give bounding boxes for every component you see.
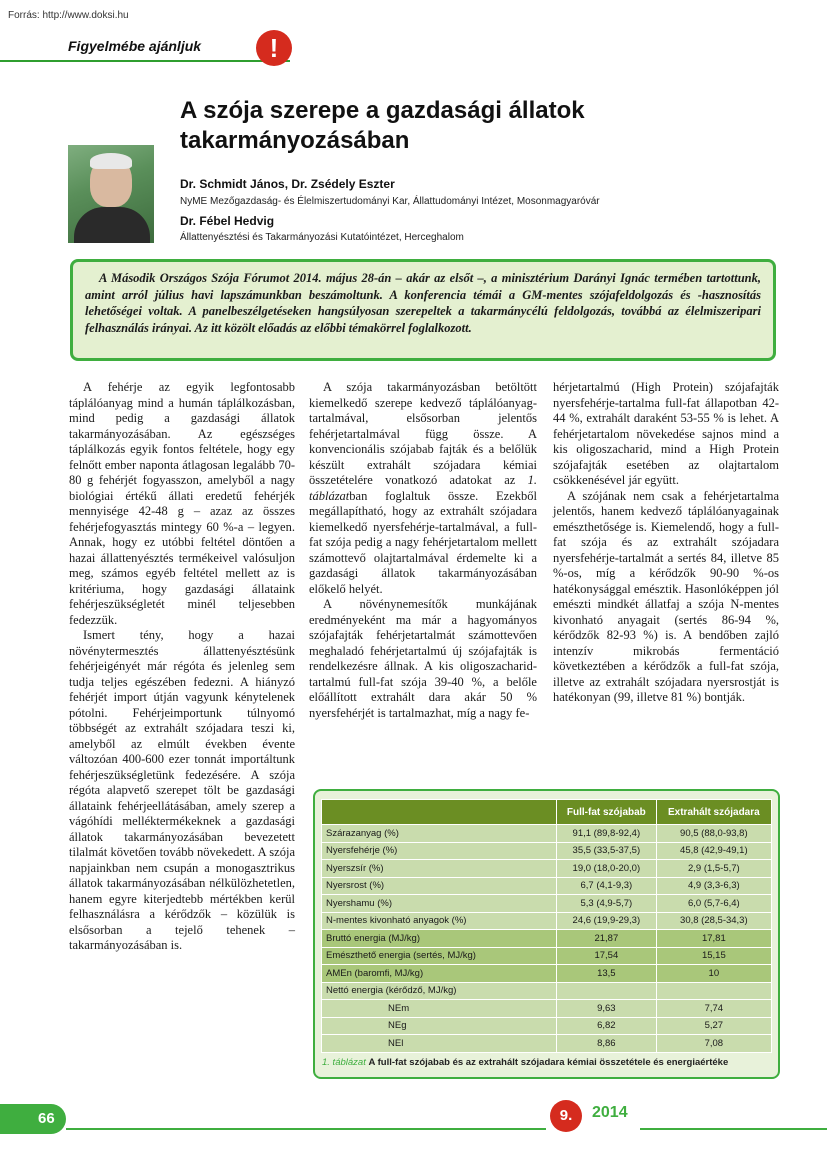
table-reference: 1. táblázat xyxy=(309,473,537,503)
author-photo xyxy=(68,145,154,243)
table-row xyxy=(322,1000,772,1018)
table-row xyxy=(322,860,772,878)
table-cell-fullfat: 21,87 xyxy=(557,930,657,948)
table-cell-extracted: 15,15 xyxy=(656,947,771,965)
table-cell-label: Nettó energia (kérődző, MJ/kg) xyxy=(322,982,557,1000)
table-cell-extracted: 2,9 (1,5-5,7) xyxy=(656,860,771,878)
lead-box xyxy=(70,259,776,361)
lead-text: ot 2014. május 28-án – akár az elsőt –, a minisztérium Darányi Ignác termében tartottunk, amint arról július havi lapszámunkban beszámoltunk. A konferencia témái a GM-mentes szójafeldolgozás és -hasznosítás lehetőségei voltak. A panelbeszélgetéseken hangsúlyosan szerepeltek a takarmánycélú feldolgozás, továbbá az élelmiszeripari felhasználás irányai. Az itt közölt előadás az előbbi témakörrel foglalkozott. xyxy=(85,271,761,335)
table-cell-extracted: 30,8 (28,5-34,3) xyxy=(656,912,771,930)
table-cell-extracted xyxy=(656,982,771,1000)
col3-paragraph-1: hérjetartalmú (High Protein) szójafajták nyersfehérje-tartalma full-fat állapotban 42-44 %, extrahált daraként 53-55 % is lehet. A fehérjetartalom növekedése sajnos mind a kis oligoszacharid, mind a High Protein szójafajták esetében az olajtartalom csökkenésével jár együtt. xyxy=(553,380,779,487)
lead-prefix: A xyxy=(99,271,111,285)
table-header-blank xyxy=(322,800,557,825)
table-caption xyxy=(322,1057,772,1068)
table-cell-label: NEl xyxy=(322,1035,557,1053)
column-3 xyxy=(553,380,779,706)
table-cell-extracted: 17,81 xyxy=(656,930,771,948)
table-row xyxy=(322,825,772,843)
caption-text: A full-fat szójabab és az extrahált szójadara kémiai összetétele és energiaértéke xyxy=(368,1057,729,1068)
author-block xyxy=(180,177,780,243)
table-cell-label: Emészthető energia (sertés, MJ/kg) xyxy=(322,947,557,965)
column-1 xyxy=(69,380,295,954)
source-note: Forrás: http://www.doksi.hu xyxy=(8,10,129,21)
table-header-fullfat: Full-fat szójabab xyxy=(557,800,657,825)
table-cell-extracted: 6,0 (5,7-6,4) xyxy=(656,895,771,913)
page-number: 66 xyxy=(38,1110,55,1127)
table-row xyxy=(322,982,772,1000)
table-cell-fullfat: 6,7 (4,1-9,3) xyxy=(557,877,657,895)
table-cell-extracted: 7,08 xyxy=(656,1035,771,1053)
table-cell-label: Nyerszsír (%) xyxy=(322,860,557,878)
lead-event: Második Országos Szója Fórum xyxy=(110,271,280,285)
table-cell-label: Bruttó energia (MJ/kg) xyxy=(322,930,557,948)
table-cell-extracted: 90,5 (88,0-93,8) xyxy=(656,825,771,843)
table-cell-fullfat: 24,6 (19,9-29,3) xyxy=(557,912,657,930)
author-affiliation-2: Állattenyésztési és Takarmányozási Kutatóintézet, Herceghalom xyxy=(180,232,464,243)
exclamation-icon: ! xyxy=(256,30,292,66)
author-affiliation-1: NyME Mezőgazdaság- és Élelmiszertudományi Kar, Állattudományi Intézet, Mosonmagyaróvár xyxy=(180,196,600,207)
article-title: A szója szerepe a gazdasági állatok takarmányozásában xyxy=(180,97,585,154)
table-cell-extracted: 7,74 xyxy=(656,1000,771,1018)
table-cell-extracted: 10 xyxy=(656,965,771,983)
table-cell-fullfat: 91,1 (89,8-92,4) xyxy=(557,825,657,843)
table-cell-fullfat: 5,3 (4,9-5,7) xyxy=(557,895,657,913)
table-cell-label: NEg xyxy=(322,1017,557,1035)
table-header-extracted: Extrahált szójadara xyxy=(656,800,771,825)
table-cell-extracted: 5,27 xyxy=(656,1017,771,1035)
table-cell-label: Nyersrost (%) xyxy=(322,877,557,895)
col3-paragraph-2: A szójának nem csak a fehérjetartalma jelentős, hanem kedvező táplálóanyagainak emészthetősége is. Kiemelendő, hogy a full-fat szója és az extrahált szójadara nyersfehérje-tartalmát a sertés 84, illetve 85 %-os, míg a kérődzők 90-90 %-os hatékonysággal emésztik. Hasonlóképpen jól emészti mindkét állatfaj a szója N-mentes kivonható anyagait (sertés 86-94 %, kérődzők 82-93 %) is. A bendőben zajló intenzív mikrobás fermentáció következtében a kérődzők a full-fat szója, illetve az extrahált szójadara nyersrostját is hatékonyan (99, illetve 81 %) bontják. xyxy=(553,488,779,704)
table-row xyxy=(322,895,772,913)
section-label: Figyelmébe ajánljuk xyxy=(68,38,202,54)
table-row xyxy=(322,1035,772,1053)
table-cell-extracted: 4,9 (3,3-6,3) xyxy=(656,877,771,895)
footer-divider-right xyxy=(640,1128,827,1130)
author-names-1: Dr. Schmidt János, Dr. Zsédely Eszter xyxy=(180,177,395,191)
table-cell-label: Nyershamu (%) xyxy=(322,895,557,913)
footer-divider-left xyxy=(66,1128,546,1130)
table-cell-fullfat: 6,82 xyxy=(557,1017,657,1035)
footer-page-tab xyxy=(0,1104,66,1134)
col2-paragraph-1 xyxy=(309,380,537,597)
table-row xyxy=(322,965,772,983)
table-cell-fullfat xyxy=(557,982,657,1000)
table-cell-fullfat: 35,5 (33,5-37,5) xyxy=(557,842,657,860)
table-row xyxy=(322,912,772,930)
table-row xyxy=(322,842,772,860)
section-divider xyxy=(0,60,290,62)
table-cell-label: Szárazanyag (%) xyxy=(322,825,557,843)
col2-p1-after: ban foglaltuk össze. Ezekből megállapítható, hogy az extrahált szójadara kiemelkedő nyersfehérje-tartalmával, a full-fat szója pedig a nagy fehérjetartalom mellett számottevő olajtartalmával érdemelte ki a gazdasági állatok takarmányozásában előkelő helyét. xyxy=(309,488,537,596)
table-cell-label: N-mentes kivonható anyagok (%) xyxy=(322,912,557,930)
column-2 xyxy=(309,380,537,721)
issue-badge: 9. xyxy=(550,1100,582,1132)
table-cell-extracted: 45,8 (42,9-49,1) xyxy=(656,842,771,860)
table-cell-fullfat: 8,86 xyxy=(557,1035,657,1053)
composition-table xyxy=(321,799,772,1053)
col1-paragraph-1: A fehérje az egyik legfontosabb táplálóanyag mind a humán táplálkozásban, mind pedig a gazdasági állatok takarmányozásában. Az egészséges táplálkozás egyik fontos feltétele, hogy egy felnőtt ember naponta átlagosan legalább 70-80 g fehérjét fogyasszon, amelyből a nagy biológiai értékű állati eredetű fehérjék mennyisége 42-48 g – azaz az összes fehérjefogyasztás mintegy 60 %-a – legyen. Annak, hogy ez utóbbi feltétel döntően a hazai állattenyésztés termékeivel valósuljon meg, számos egyéb feltétel mellett az is kritériuma, hogy gazdasági állataink fehérjeszükségletét minél teljesebben fedezzük. xyxy=(69,380,295,627)
caption-ref: 1. táblázat xyxy=(322,1057,366,1068)
col1-paragraph-2: Ismert tény, hogy a hazai növénytermesztés állattenyésztésünk fehérjeigényét már régóta és jelenleg sem tudja teljes egészében fedezni. A hiányzó fehérjét import útján vagyunk kénytelenek pótolni. Fehérjeimportunk túlnyomó többségét az extrahált szójadara teszi ki, amelyből az elmúlt években évente változóan 400-600 ezer tonnát importáltunk fehérjeszükségletünk fedezésére. A szója régóta alapvető szerepet tölt be gazdasági állataink fehérjeellátásában, amely szerep a vágóhídi melléktermékeknek a gazdasági állatok takarmányozásában bevezetett tilalmát követően tovább növekedett. A szója napjainkban nem csupán a monogasztrikus állatok takarmányozásában nélkülözhetetlen, hanem egyre kiterjedtebb mértékben kerül felhasználásra a kérődzők – közülük is elsősorban a tejelő tehenek – takarmányozásában is. xyxy=(69,628,295,952)
table-box xyxy=(313,789,780,1079)
table-cell-label: Nyersfehérje (%) xyxy=(322,842,557,860)
table-cell-label: NEm xyxy=(322,1000,557,1018)
author-names-2: Dr. Fébel Hedvig xyxy=(180,214,275,228)
table-row xyxy=(322,877,772,895)
issue-year: 2014 xyxy=(592,1104,628,1121)
table-row xyxy=(322,930,772,948)
table-cell-fullfat: 17,54 xyxy=(557,947,657,965)
table-row xyxy=(322,947,772,965)
table-cell-label: AMEn (baromfi, MJ/kg) xyxy=(322,965,557,983)
col2-p1-before: A szója takarmányozásban betöltött kiemelkedő szerepe kedvező táplálóanyag-tartalmával, elsősorban jelentős fehérjetartalmával függ össze. A konvencionális szójabab fajták és a belőlük készült extrahált szójadara kémiai összetételére vonatkozó adatokat az xyxy=(309,380,537,487)
table-row xyxy=(322,1017,772,1035)
table-header-row xyxy=(322,800,772,825)
col2-paragraph-2: A növénynemesítők munkájának eredményeként ma már a hagyományos szójafajták fehérjetartalmát számottevően meghaladó fehérjetartalmú új szójafajták is rendelkezésre állnak. A kis oligoszacharid-tartalmú full-fat szója 39-40 %, a belőle előállított extrahált dara akár 50 % nyersfehérjét is tartalmazhat, míg a nagy fe- xyxy=(309,597,537,720)
table-cell-fullfat: 19,0 (18,0-20,0) xyxy=(557,860,657,878)
table-cell-fullfat: 13,5 xyxy=(557,965,657,983)
table-cell-fullfat: 9,63 xyxy=(557,1000,657,1018)
